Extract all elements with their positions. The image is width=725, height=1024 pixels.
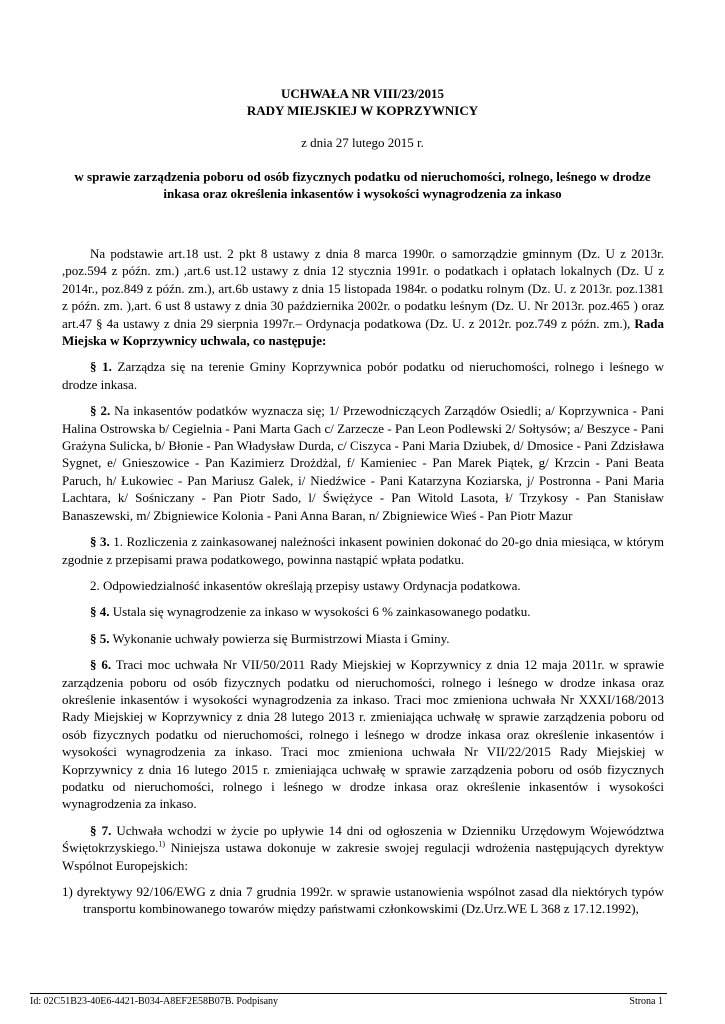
section-text: Wykonanie uchwały powierza się Burmistrzowi Miasta i Gminy. (109, 630, 450, 646)
section-label: § 1. (90, 359, 112, 375)
section-5 (62, 630, 664, 647)
section-2 (62, 402, 664, 524)
footer-divider (30, 993, 667, 994)
title-line-1: UCHWAŁA NR VIII/23/2015 (280, 86, 444, 101)
preamble-bold: Rada Miejska w Koprzywnicy uchwala, co następuje: (62, 315, 664, 349)
footnote-mark: 1) (158, 839, 166, 849)
section-label: § 4. (90, 604, 110, 620)
section-label: § 2. (90, 403, 111, 419)
list-number: 1) (62, 884, 73, 899)
section-label: § 7. (90, 822, 112, 838)
document-body (62, 245, 664, 927)
section-text: 2. Odpowiedzialność inkasentów określają przepisy ustawy Ordynacja podatkowa. (90, 577, 521, 593)
section-text: Ustala się wynagrodzenie za inkaso w wysokości 6 % zainkasowanego podatku. (109, 604, 531, 620)
resolution-subject: w sprawie zarządzenia poboru od osób fizycznych podatku od nieruchomości, rolnego, leśnego w drodze inkasa oraz określenia inkasentów i wysokości wynagrodzenia za inkaso (74, 169, 651, 201)
section-text: Na inkasentów podatków wyznacza się; 1/ Przewodniczących Zarządów Osiedli; a/ Koprzywnica - Pani Halina Ostrowska b/ Cegielnia - Pani Marta Gach c/ Zarzecze - Pan Leon Podlewski 2/ Sołtysów; a/ Beszyce - Pani Grażyna Sulicka, b/ Błonie - Pan Władysław Durda, c/ Ciszyca - Pani Maria Dziubek, d/ Dmosice - Pani Zdzisława Sygnet, e/ Gnieszowice - Pan Kazimierz Drożdżal, f/ Kamieniec - Pan Marek Piątek, g/ Krzcin - Pani Beata Paruch, h/ Łukowiec - Pan Mariusz Galek, i/ Niedźwice - Pani Katarzyna Koziarska, j/ Postronna - Pani Maria Lachtara, k/ Sośniczany - Pan Piotr Sado, l/ Świężyce - Pan Witold Lasota, ł/ Trzykosy - Pan Stanisław Banaszewski, m/ Zbigniewice Kolonia - Pani Anna Baran, n/ Zbigniewice Wieś - Pan Piotr Mazur (62, 403, 664, 523)
footer-page-number: Strona 1 (629, 996, 663, 1007)
section-3 (62, 533, 664, 568)
title-line-2: RADY MIEJSKIEJ W KOPRZYWNICY (246, 103, 479, 118)
list-item (62, 883, 664, 918)
section-text: 1. Rozliczenia z zainkasowanej należności inkasent powinien dokonać do 20-go dnia miesiąca, w którym zgodnie z przepisami prawa podatkowego, powinna nastąpić wpłata podatku. (62, 534, 665, 567)
section-text: Traci moc uchwała Nr VII/50/2011 Rady Miejskiej w Koprzywnicy z dnia 12 maja 2011r. w sprawie zarządzenia poboru od osób fizycznych podatku od nieruchomości, rolnego i leśnego w drodze inkasa oraz określenie inkasentów i wysokości wynagrodzenia za inkaso. Traci moc zmieniona uchwała Nr XXXI/168/2013 Rady Miejskiej w Koprzywnicy z dnia 28 lutego 2013 r. zmieniająca uchwałę w sprawie zarządzenia poboru od osób fizycznych podatku od nieruchomości, rolnego i leśnego w drodze inkasa oraz określenie inkasentów i wysokości wynagrodzenia za inkaso. Traci moc zmieniona uchwała Nr VII/22/2015 Rady Miejskiej w Koprzywnicy z dnia 16 lutego 2015 r. zmieniająca uchwałę w sprawie zarządzenia poboru od osób fizycznych podatku od nieruchomości, rolnego i leśnego w drodze inkasa oraz określenie inkasentów i wysokości wynagrodzenia za inkaso. (62, 657, 665, 812)
section-text: Uchwała wchodzi w życie po upływie 14 dni od ogłoszenia w Dzienniku Urzędowym Województwa Świętokrzyskiego. (62, 822, 664, 856)
section-3-point-2 (62, 577, 664, 594)
section-label: § 5. (90, 630, 110, 646)
list-text: dyrektywy 92/106/EWG z dnia 7 grudnia 1992r. w sprawie ustanowienia wspólnot zasad dla niektórych typów transportu kombinowanego towarów między państwami członkowskimi (Dz.Urz.WE L 368 z 17.12.1992), (72, 884, 664, 917)
section-7 (62, 822, 664, 874)
section-4 (62, 603, 664, 620)
preamble (62, 245, 664, 349)
section-text: Zarządza się na terenie Gminy Koprzywnica pobór podatku od nieruchomości, rolnego i leśnego w drodze inkasa. (62, 359, 665, 392)
resolution-date: z dnia 27 lutego 2015 r. (301, 135, 424, 150)
section-label: § 3. (90, 534, 110, 550)
preamble-text: Na podstawie art.18 ust. 2 pkt 8 ustawy z dnia 8 marca 1990r. o samorządzie gminnym (Dz. U z 2013r. ,poz.594 z późn. zm.) ,art.6 ust.12 ustawy z dnia 12 stycznia 1991r. o podatkach i opłatach lokalnych (Dz. U z 2014r., poz.849 z późn. zm.), art.6b ustawy z dnia 15 listopada 1984r. o podatku rolnym (Dz. U. z 2013r. poz.1381 z późn. zm. ),art. 6 ust 8 ustawy z dnia 30 października 2002r. o podatku leśnym (Dz. U. Nr 2013r. poz.465 ) oraz art.47 § 4a ustawy z dnia 29 sierpnia 1997r.– Ordynacja podatkowa (Dz. U. z 2012r. poz.749 z późn. zm.), (62, 246, 664, 331)
section-6 (62, 656, 664, 813)
section-text-continued: Niniejsza ustawa dokonuje w zakresie swojej regulacji wdrożenia następujących dyrektyw Wspólnot Europejskich: (62, 840, 664, 873)
section-label: § 6. (90, 657, 112, 673)
footer-document-id: Id: 02C51B23-40E6-4421-B034-A8EF2E58B07B. Podpisany (30, 996, 279, 1007)
resolution-title (0, 85, 725, 119)
section-1 (62, 358, 664, 393)
